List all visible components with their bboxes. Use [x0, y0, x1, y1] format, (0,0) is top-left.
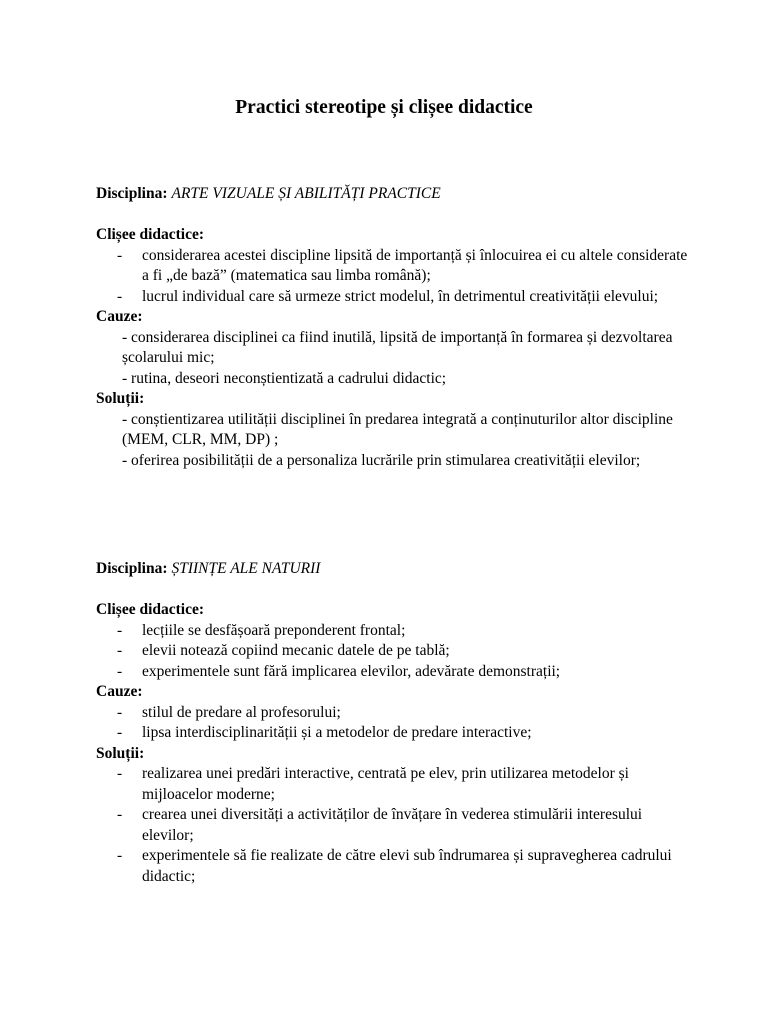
list-item-text: lucrul individual care să urmeze strict modelul, în detrimentul creativității elevului;	[142, 287, 659, 305]
list-item-text: considerarea acestei discipline lipsită de importanță și înlocuirea ei cu altele considerate a fi „de bază” (matematica sau limba română);	[142, 246, 688, 284]
list-item: - considerarea acestei discipline lipsită de importanță și înlocuirea ei cu altele considerate a fi „de bază” (matematica sau limba română);	[117, 246, 688, 284]
list-item-text: lecțiile se desfășoară preponderent frontal;	[142, 621, 406, 639]
solution-item: - conștientizarea utilității disciplinei în predarea integrată a conținuturilor altor discipline (MEM, CLR, MM, DP) ;	[122, 410, 673, 448]
list-item-text: elevii notează copiind mecanic datele de pe tablă;	[142, 642, 450, 659]
cliche-list	[96, 621, 696, 683]
list-item: - lucrul individual care să urmeze strict modelul, în detrimentul creativității elevului;	[117, 287, 659, 305]
page-title: Practici stereotipe și clișee didactice	[235, 97, 533, 118]
list-item-text: stilul de predare al profesorului;	[142, 703, 341, 721]
list-item: - experimentele să fie realizate de către elevi sub îndrumarea și supravegherea cadrului didactic;	[117, 847, 672, 885]
section-arte-vizuale	[96, 184, 696, 471]
discipline-name: ȘTIINȚE ALE NATURII	[171, 560, 321, 577]
solutions-heading: Soluții:	[96, 390, 145, 407]
causes-heading: Cauze:	[96, 683, 143, 700]
cliche-list	[96, 246, 696, 308]
cause-item: - considerarea disciplinei ca fiind inutilă, lipsită de importanță în formarea și dezvoltarea școlarului mic;	[122, 328, 673, 366]
solutions-list	[96, 764, 696, 887]
discipline-label: Disciplina:	[96, 185, 168, 202]
list-item-text: crearea unei diversități a activităților de învățare în vederea stimulării interesului elevilor;	[142, 806, 643, 844]
section-stiinte-naturii	[96, 559, 696, 887]
list-item-text: experimentele sunt fără implicarea elevilor, adevărate demonstrații;	[142, 662, 561, 680]
discipline-line	[96, 559, 696, 580]
list-item: - lecțiile se desfășoară preponderent frontal;	[117, 621, 406, 639]
solutions-heading: Soluții:	[96, 744, 145, 762]
cliche-heading: Clișee didactice:	[96, 226, 205, 243]
list-item: - elevii notează copiind mecanic datele de pe tablă;	[117, 642, 450, 659]
cliche-heading: Clișee didactice:	[96, 601, 205, 618]
causes-list	[96, 703, 696, 744]
discipline-label: Disciplina:	[96, 560, 168, 577]
causes-heading: Cauze:	[96, 308, 143, 325]
list-item: - lipsa interdisciplinarității și a metodelor de predare interactive;	[117, 724, 532, 741]
list-item-text: realizarea unei predări interactive, centrată pe elev, prin utilizarea metodelor și mijloacelor moderne;	[142, 765, 629, 803]
list-item: - experimentele sunt fără implicarea elevilor, adevărate demonstrații;	[117, 662, 561, 680]
discipline-name: ARTE VIZUALE ȘI ABILITĂȚI PRACTICE	[171, 185, 441, 202]
cause-item: - rutina, deseori neconștientizată a cadrului didactic;	[122, 369, 447, 387]
list-item: - stilul de predare al profesorului;	[117, 703, 341, 721]
list-item: - realizarea unei predări interactive, centrată pe elev, prin utilizarea metodelor și mijloacelor moderne;	[117, 765, 629, 803]
solution-item: - oferirea posibilității de a personaliza lucrările prin stimularea creativității elevilor;	[122, 451, 641, 469]
discipline-line	[96, 184, 696, 205]
list-item: - crearea unei diversități a activităților de învățare în vederea stimulării interesului elevilor;	[117, 806, 643, 844]
list-item-text: experimentele să fie realizate de către elevi sub îndrumarea și supravegherea cadrului didactic;	[142, 847, 672, 885]
list-item-text: lipsa interdisciplinarității și a metodelor de predare interactive;	[142, 724, 532, 741]
